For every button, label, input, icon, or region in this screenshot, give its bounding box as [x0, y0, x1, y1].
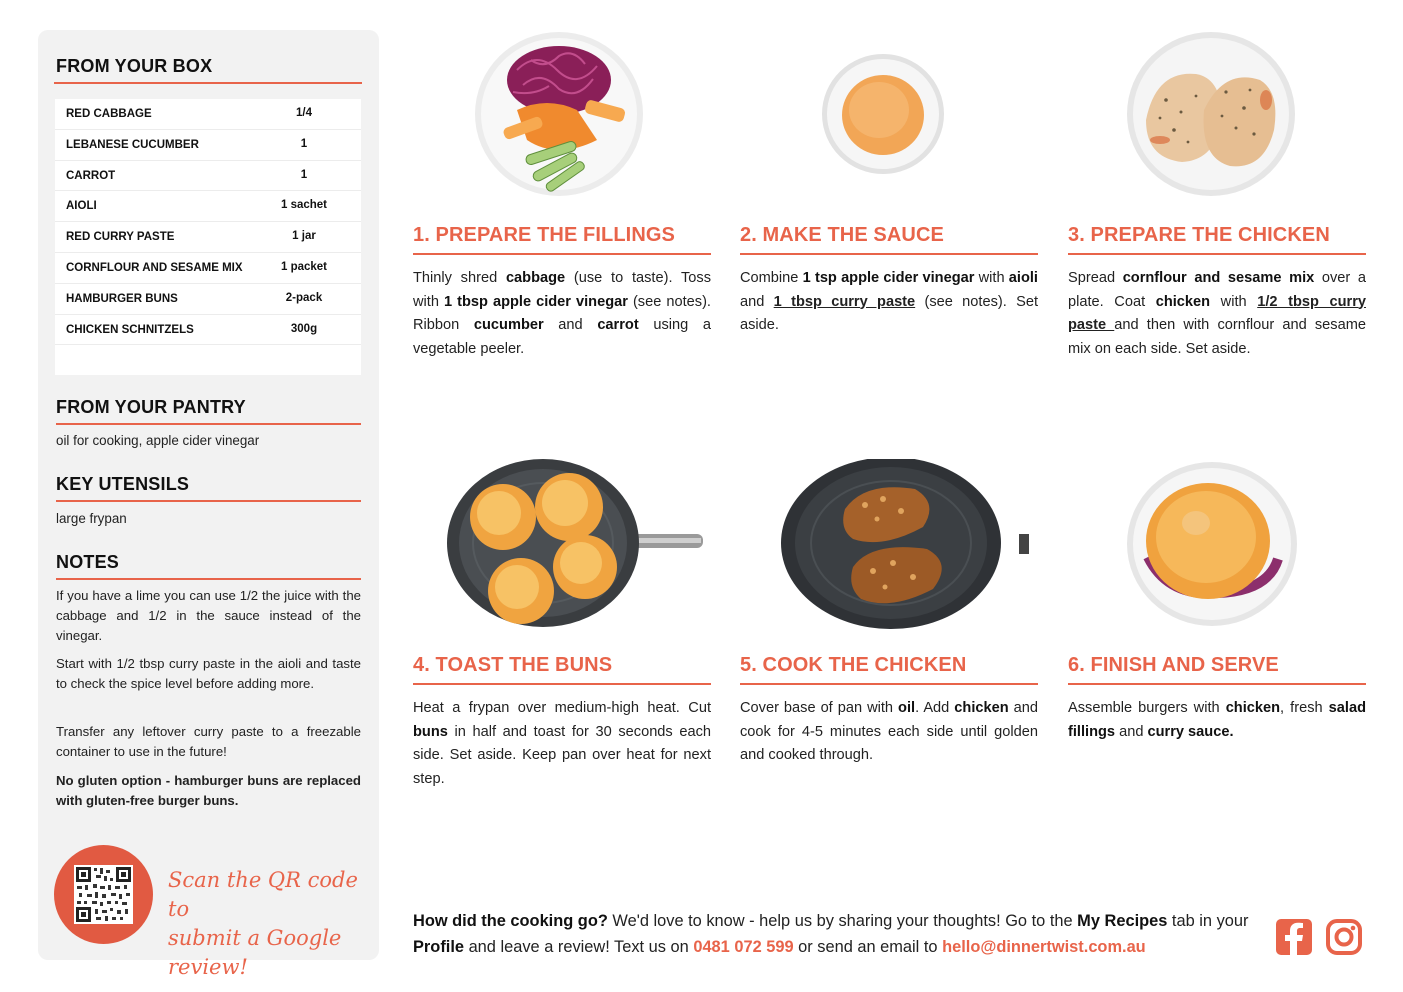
text-run: tab in your — [1167, 912, 1249, 930]
sauce-bowl-photo — [821, 52, 947, 180]
note-paragraph: If you have a lime you can use 1/2 the juice with the cabbage and 1/2 in the sauce instead of the vinegar. — [56, 588, 361, 643]
pantry-title: FROM YOUR PANTRY — [56, 397, 246, 417]
step-5-title: 5. COOK THE CHICKEN — [740, 654, 967, 676]
step-4-text — [413, 697, 711, 791]
box-ingredients-table — [55, 99, 361, 375]
text-run: Combine — [740, 270, 803, 286]
text-run-bold: carrot — [597, 317, 639, 333]
text-run: in half and toast for 30 seconds each side. Set aside. Keep pan over heat for next step. — [413, 723, 711, 787]
ingredient-qty: 300g — [290, 322, 318, 335]
ingredient-qty: 1 sachet — [280, 199, 328, 212]
buns-in-frypan-photo — [447, 459, 703, 633]
table-row — [55, 284, 361, 315]
text-run: (see notes). Ribbon — [413, 293, 711, 333]
text-run: Spread — [1068, 270, 1123, 286]
note-paragraph: Start with 1/2 tbsp curry paste in the aioli and taste to check the spice level before adding more. — [56, 656, 361, 691]
salad-plate-photo — [473, 30, 645, 202]
text-run: (use to taste). Toss with — [413, 270, 712, 310]
text-run-bold: oil — [898, 700, 916, 716]
step-5-text — [740, 697, 1038, 768]
text-run-bold: cucumber — [473, 317, 544, 333]
text-run: Heat a frypan over medium-high heat. Cut — [413, 700, 711, 716]
qr-caption — [168, 866, 368, 982]
from-box-rule — [54, 82, 362, 84]
step-3-title: 3. PREPARE THE CHICKEN — [1068, 224, 1330, 246]
text-run: and — [1115, 723, 1148, 740]
step-5-rule — [740, 683, 1038, 685]
ingredient-qty: 1 packet — [280, 260, 328, 273]
text-run: and — [740, 293, 774, 310]
text-run: Assemble burgers with — [1068, 700, 1226, 716]
ingredients-sidebar — [38, 30, 379, 979]
ingredient-qty: 1 — [300, 168, 308, 181]
notes-rule — [56, 578, 361, 580]
notes-title: NOTES — [56, 552, 120, 572]
text-run-bold: cornflour and sesame mix — [1122, 270, 1315, 286]
text-run: using a vegetable peeler. — [413, 317, 711, 357]
text-run: with — [1210, 293, 1258, 310]
ingredient-name: HAMBURGER BUNS — [66, 292, 178, 305]
ingredient-name: RED CURRY PASTE — [66, 231, 175, 244]
text-run-underline: 1/2 tbsp curry paste — [1068, 293, 1366, 333]
ingredient-name: CARROT — [66, 169, 116, 182]
table-row — [55, 315, 361, 346]
chicken-in-frypan-photo — [781, 459, 1031, 633]
ingredient-qty: 2-pack — [285, 291, 323, 304]
text-run: (see notes). Set aside. — [740, 293, 1038, 333]
ingredient-qty: 1 jar — [292, 230, 316, 243]
step-1-rule — [413, 253, 711, 255]
text-run-bold: cabbage — [505, 270, 566, 286]
table-row — [55, 253, 361, 284]
text-run-bold: chicken — [1225, 700, 1281, 716]
qr-caption-line: submit a Google review! — [168, 926, 342, 979]
step-2-rule — [740, 253, 1038, 255]
qr-code-badge[interactable] — [54, 845, 153, 944]
text-run-bold: curry sauce. — [1147, 723, 1234, 740]
text-run: and then with cornflour and sesame mix on each side. Set aside. — [1068, 317, 1366, 357]
step-4-rule — [413, 683, 711, 685]
text-run-bold: aioli — [1008, 270, 1038, 286]
step-6-text — [1068, 697, 1366, 744]
text-run: over a plate. Coat — [1068, 270, 1366, 310]
table-row — [55, 222, 361, 253]
footer-question: How did the cooking go? — [413, 912, 608, 930]
text-run: with — [974, 270, 1009, 286]
text-run-bold: chicken — [1155, 293, 1211, 310]
coated-chicken-plate-photo — [1126, 30, 1296, 202]
pantry-rule — [56, 423, 361, 425]
text-run: , fresh — [1280, 700, 1329, 716]
burger-plate-photo — [1126, 461, 1298, 631]
note-paragraph-gluten: No gluten option - hamburger buns are replaced with gluten-free burger buns. — [56, 773, 361, 808]
text-run: and leave a review! Text us on — [464, 937, 694, 956]
text-run: We'd love to know - help us by sharing your thoughts! Go to the — [607, 912, 1078, 930]
utensils-title: KEY UTENSILS — [56, 474, 190, 494]
table-row — [55, 191, 361, 222]
step-3-rule — [1068, 253, 1366, 255]
feedback-footer — [413, 909, 1263, 960]
step-1-title: 1. PREPARE THE FILLINGS — [413, 224, 675, 246]
ingredient-qty: 1 — [300, 137, 308, 150]
text-run-bold: buns — [413, 723, 448, 740]
step-6-title: 6. FINISH AND SERVE — [1068, 654, 1279, 676]
ingredient-qty: 1/4 — [296, 107, 312, 119]
text-run: and — [543, 317, 598, 333]
text-run-bold: 1 tsp apple cider vinegar — [802, 270, 975, 286]
text-run: or send an email to — [793, 937, 943, 956]
phone-link[interactable]: 0481 072 599 — [693, 937, 794, 956]
step-1-text — [413, 267, 711, 361]
step-3-text — [1068, 267, 1366, 361]
text-run-bold: 1 tbsp apple cider vinegar — [443, 293, 628, 310]
text-run: and cook for 4-5 minutes each side until golden and cooked through. — [740, 700, 1039, 763]
text-run: Cover base of pan with — [740, 700, 899, 716]
text-run-bold: chicken — [954, 700, 1009, 716]
text-run-bold: salad fillings — [1068, 700, 1366, 740]
text-run: Thinly shred — [413, 270, 506, 286]
step-4-title: 4. TOAST THE BUNS — [413, 654, 613, 676]
instagram-icon[interactable] — [1325, 918, 1363, 956]
text-run: . Add — [915, 700, 955, 716]
text-run-underline: 1 tbsp curry paste — [773, 293, 916, 310]
footer-profile: Profile — [413, 937, 465, 956]
utensils-rule — [56, 500, 361, 502]
utensils-text: large frypan — [56, 511, 127, 526]
ingredient-name: LEBANESE CUCUMBER — [66, 138, 199, 151]
table-row — [55, 99, 361, 130]
ingredient-name: AIOLI — [66, 200, 97, 213]
qr-code-icon[interactable] — [74, 865, 133, 924]
facebook-icon[interactable] — [1275, 918, 1313, 956]
step-6-rule — [1068, 683, 1366, 685]
email-link[interactable]: hello@dinnertwist.com.au — [942, 937, 1146, 956]
from-box-title: FROM YOUR BOX — [56, 56, 213, 76]
ingredient-name: CHICKEN SCHNITZELS — [66, 323, 194, 336]
pantry-text: oil for cooking, apple cider vinegar — [56, 433, 260, 448]
footer-my-recipes: My Recipes — [1077, 912, 1168, 930]
step-2-text — [740, 267, 1038, 338]
ingredient-name: CORNFLOUR AND SESAME MIX — [66, 261, 243, 274]
table-row — [55, 161, 361, 192]
step-2-title: 2. MAKE THE SAUCE — [740, 224, 944, 246]
note-paragraph: Transfer any leftover curry paste to a freezable container to use in the future! — [56, 724, 361, 759]
qr-caption-line: Scan the QR code to — [168, 868, 358, 921]
ingredient-name: RED CABBAGE — [66, 108, 152, 120]
table-row — [55, 130, 361, 161]
